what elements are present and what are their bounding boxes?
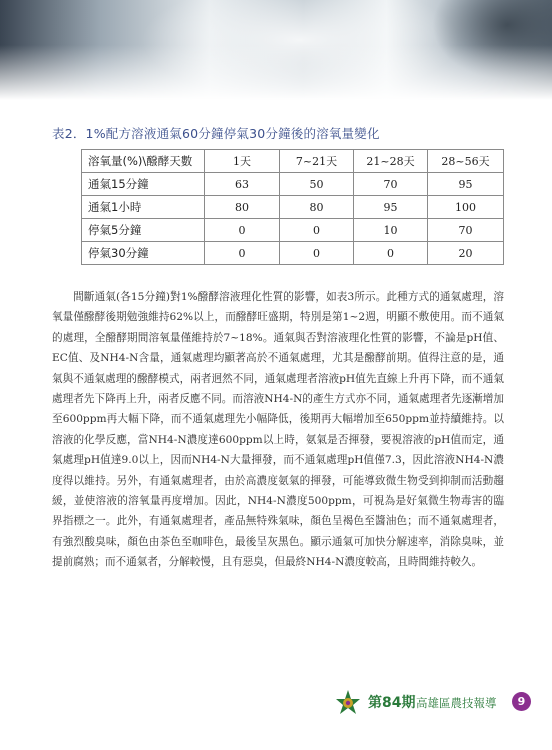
table-cell: 0 xyxy=(280,242,354,265)
table-cell: 63 xyxy=(205,173,280,196)
publication-name: 高雄區農技報導 xyxy=(416,696,497,710)
table-cell: 95 xyxy=(354,196,428,219)
table-cell: 0 xyxy=(205,219,280,242)
page-number-badge: 9 xyxy=(512,692,531,711)
table-cell: 100 xyxy=(428,196,504,219)
table-row xyxy=(82,196,504,219)
table-cell: 70 xyxy=(354,173,428,196)
header-cell: 溶氧量(%)\醱酵天數 xyxy=(82,150,205,173)
table-caption: 表2．1%配方溶液通氣60分鐘停氣30分鐘後的溶氧量變化 xyxy=(52,126,380,141)
page-footer xyxy=(334,687,534,717)
body-paragraph: 間斷通氣(各15分鐘)對1%醱酵溶液理化性質的影響，如表3所示。此種方式的通氣處理，溶氧量僅醱酵後期勉強維持62%以上，而醱酵旺盛期，特別是第1~2週，明顯不敷使用。而不通氣的處理，全醱酵期間溶氧量僅維持於7~18%。通氣與否對溶液理化性質的影響，不論是pH值、EC值、及NH4-N含量，通氣處理均顯著高於不通氣處理，尤其是醱酵前期。值得注意的是，通氣與不通氣處理的醱酵模式，兩者迥然不同，通氣處理者溶液pH值先直線上升再下降，而不通氣處理者先下降再上升，兩者反應不同。而溶液NH4-N的產生方式亦不同，通氣處理者先逐漸增加至600ppm再大幅下降，而不通氣處理先小幅降低，後期再大幅增加至650ppm並持續維持。以溶液的化學反應，當NH4-N濃度達600ppm以上時，氨氣是否揮發，要視溶液的pH值而定，通氣處理pH值達9.0以上，因而NH4-N大量揮發，而不通氣處理pH值僅7.3，因此溶液NH4-N濃度得以維持。另外，有通氣處理者，由於高濃度氨氣的揮發，可能導致微生物受到抑制而活動趨緩，並使溶液的溶氧量再度增加。因此，NH4-N濃度500ppm，可視為是好氣微生物毒害的臨界指標之一。此外，有通氣處理者，產品無特殊氣味，顏色呈褐色至醬油色；而不通氣處理者，有強烈酸臭味，顏色由茶色至咖啡色，最後呈灰黑色。顯示通氣可加快分解速率，消除臭味，並提前腐熟；而不通氣者，分解較慢，且有惡臭，但最終NH4-N濃度較高，且時間維持較久。 xyxy=(52,291,504,569)
issue-number: 第84期 xyxy=(368,695,416,711)
header-cell: 1天 xyxy=(205,150,280,173)
oxygen-table xyxy=(81,149,504,265)
table-cell: 20 xyxy=(428,242,504,265)
table-cell: 50 xyxy=(280,173,354,196)
header-cell: 7~21天 xyxy=(280,150,354,173)
banner-fade xyxy=(0,45,552,100)
row-label: 停氣5分鐘 xyxy=(82,219,205,242)
table-cell: 10 xyxy=(354,219,428,242)
table-cell: 70 xyxy=(428,219,504,242)
table-row xyxy=(82,173,504,196)
table-row xyxy=(82,242,504,265)
table-row xyxy=(82,219,504,242)
table-cell: 95 xyxy=(428,173,504,196)
table-header-row xyxy=(82,150,504,173)
table-cell: 0 xyxy=(280,219,354,242)
table-cell: 80 xyxy=(205,196,280,219)
header-cell: 21~28天 xyxy=(354,150,428,173)
table-cell: 0 xyxy=(354,242,428,265)
article-body xyxy=(52,287,504,573)
row-label: 停氣30分鐘 xyxy=(82,242,205,265)
row-label: 通氣15分鐘 xyxy=(82,173,205,196)
header-cell: 28~56天 xyxy=(428,150,504,173)
agency-logo-icon xyxy=(334,689,362,717)
row-label: 通氣1小時 xyxy=(82,196,205,219)
table-cell: 0 xyxy=(205,242,280,265)
table-cell: 80 xyxy=(280,196,354,219)
header-banner xyxy=(0,0,552,100)
